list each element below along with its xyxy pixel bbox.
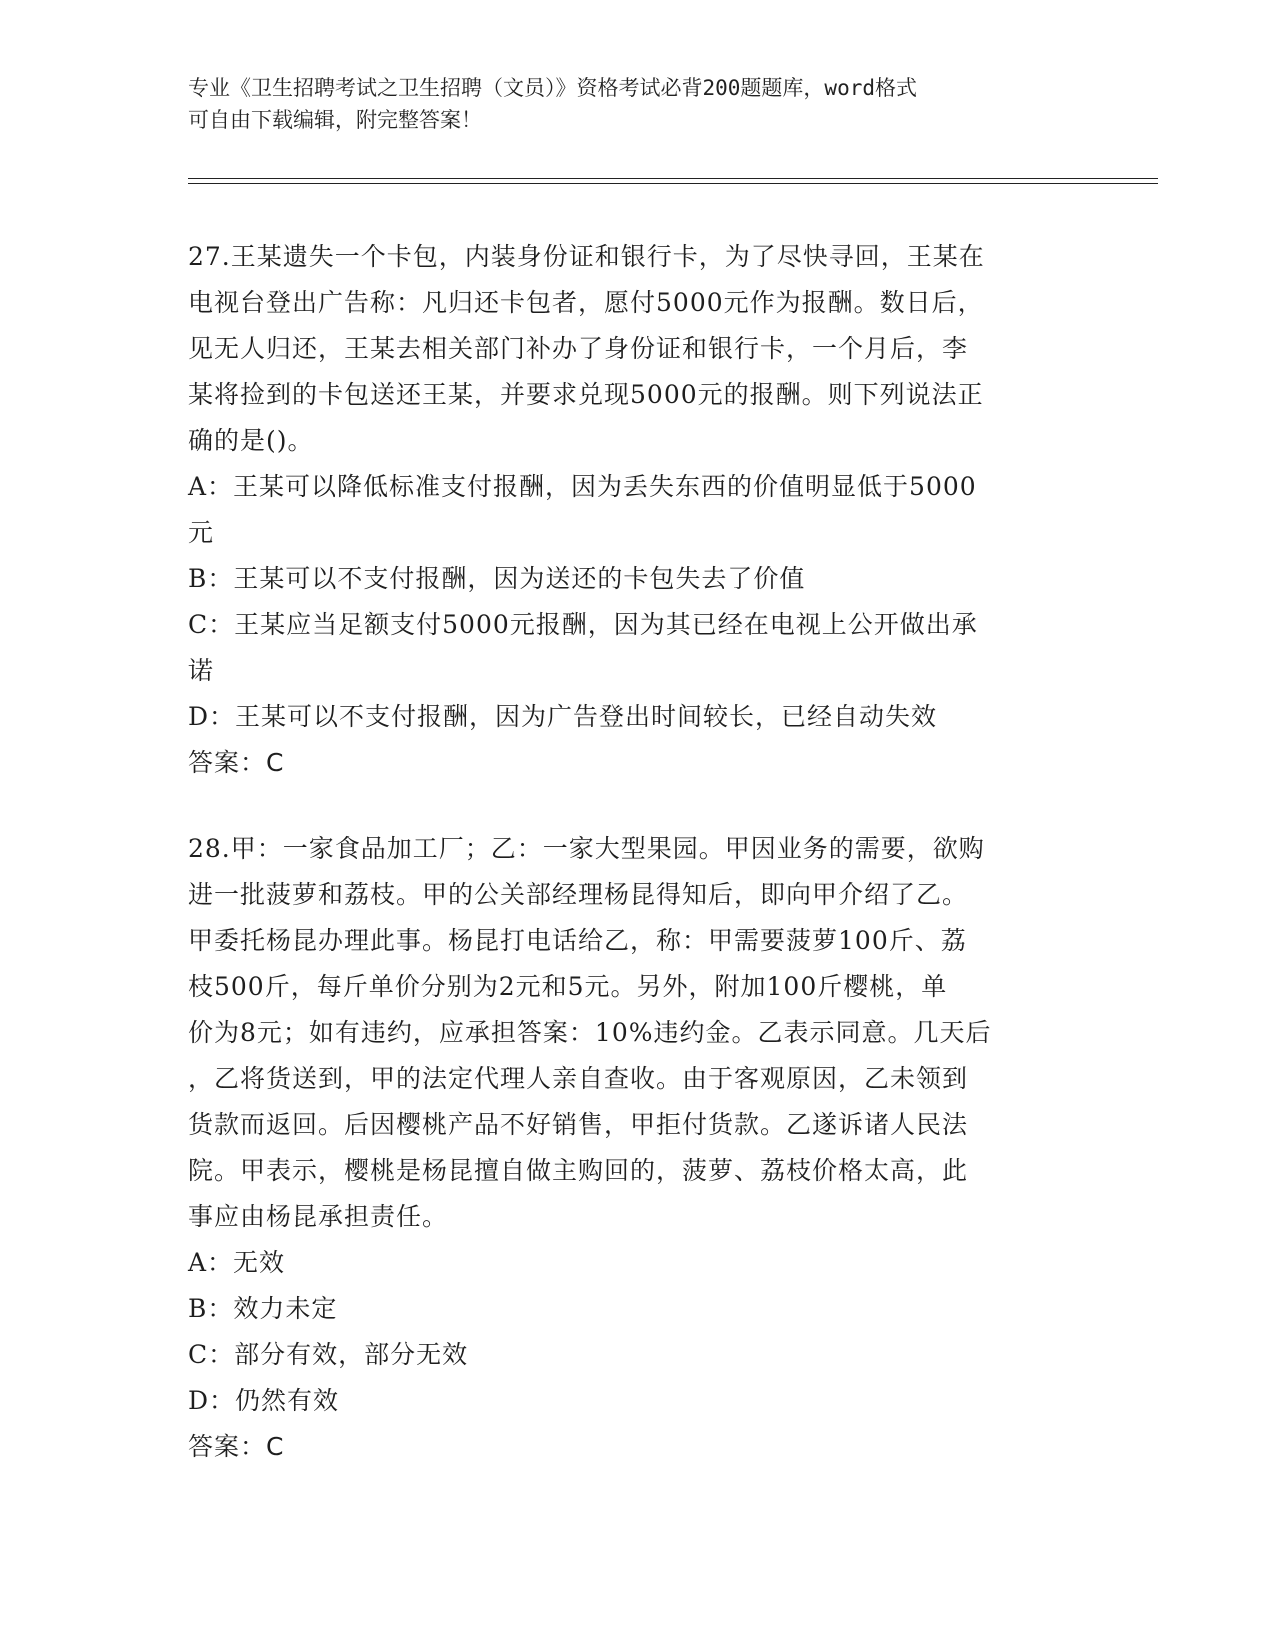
option-a-continued: 元 — [188, 518, 215, 547]
stem-line: 确的是()。 — [188, 426, 314, 455]
option-c-continued: 诺 — [188, 656, 215, 685]
header-line: 专业《卫生招聘考试之卫生招聘（文员）》资格考试必背200题题库，word格式 — [188, 76, 917, 100]
stem-line: 某将捡到的卡包送还王某，并要求兑现5000元的报酬。则下列说法正 — [188, 380, 984, 409]
stem-line: 电视台登出广告称：凡归还卡包者，愿付5000元作为报酬。数日后， — [188, 288, 984, 317]
question-stem — [188, 234, 1088, 464]
question-options — [188, 1240, 1088, 1424]
header-rule-bottom — [188, 183, 1158, 184]
question-options — [188, 464, 1088, 740]
option-a: A：王某可以降低标准支付报酬，因为丢失东西的价值明显低于5000 — [188, 472, 977, 501]
stem-line: 28.甲：一家食品加工厂；乙：一家大型果园。甲因业务的需要，欲购 — [188, 834, 985, 863]
stem-line: 甲委托杨昆办理此事。杨昆打电话给乙，称：甲需要菠萝100斤、荔 — [188, 926, 967, 955]
header-rule-top — [188, 178, 1158, 179]
document-header — [188, 72, 1068, 136]
stem-line: 货款而返回。后因樱桃产品不好销售，甲拒付货款。乙遂诉诸人民法 — [188, 1110, 969, 1139]
stem-line: 院。甲表示，樱桃是杨昆擅自做主购回的，菠萝、荔枝价格太高，此 — [188, 1156, 969, 1185]
stem-line: 见无人归还，王某去相关部门补办了身份证和银行卡，一个月后，李 — [188, 334, 969, 363]
answer-label: 答案：C — [188, 1432, 285, 1461]
option-a: A：无效 — [188, 1248, 286, 1277]
option-d: D：王某可以不支付报酬，因为广告登出时间较长，已经自动失效 — [188, 702, 938, 731]
stem-line: 事应由杨昆承担责任。 — [188, 1202, 449, 1231]
stem-line: 枝500斤，每斤单价分别为2元和5元。另外，附加100斤樱桃，单 — [188, 972, 948, 1001]
question-27 — [188, 234, 1088, 786]
question-28 — [188, 826, 1088, 1470]
option-c: C：王某应当足额支付5000元报酬，因为其已经在电视上公开做出承 — [188, 610, 978, 639]
stem-line: 价为8元；如有违约，应承担答案：10%违约金。乙表示同意。几天后 — [188, 1018, 992, 1047]
option-b: B：效力未定 — [188, 1294, 338, 1323]
stem-line: 27.王某遗失一个卡包，内装身份证和银行卡，为了尽快寻回，王某在 — [188, 242, 985, 271]
option-d: D：仍然有效 — [188, 1386, 340, 1415]
answer-label: 答案：C — [188, 748, 285, 777]
question-stem — [188, 826, 1088, 1240]
header-line: 可自由下载编辑，附完整答案！ — [188, 108, 482, 132]
stem-line: ，乙将货送到，甲的法定代理人亲自查收。由于客观原因，乙未领到 — [188, 1064, 969, 1093]
option-b: B：王某可以不支付报酬，因为送还的卡包失去了价值 — [188, 564, 806, 593]
stem-line: 进一批菠萝和荔枝。甲的公关部经理杨昆得知后，即向甲介绍了乙。 — [188, 880, 969, 909]
option-c: C：部分有效，部分无效 — [188, 1340, 469, 1369]
